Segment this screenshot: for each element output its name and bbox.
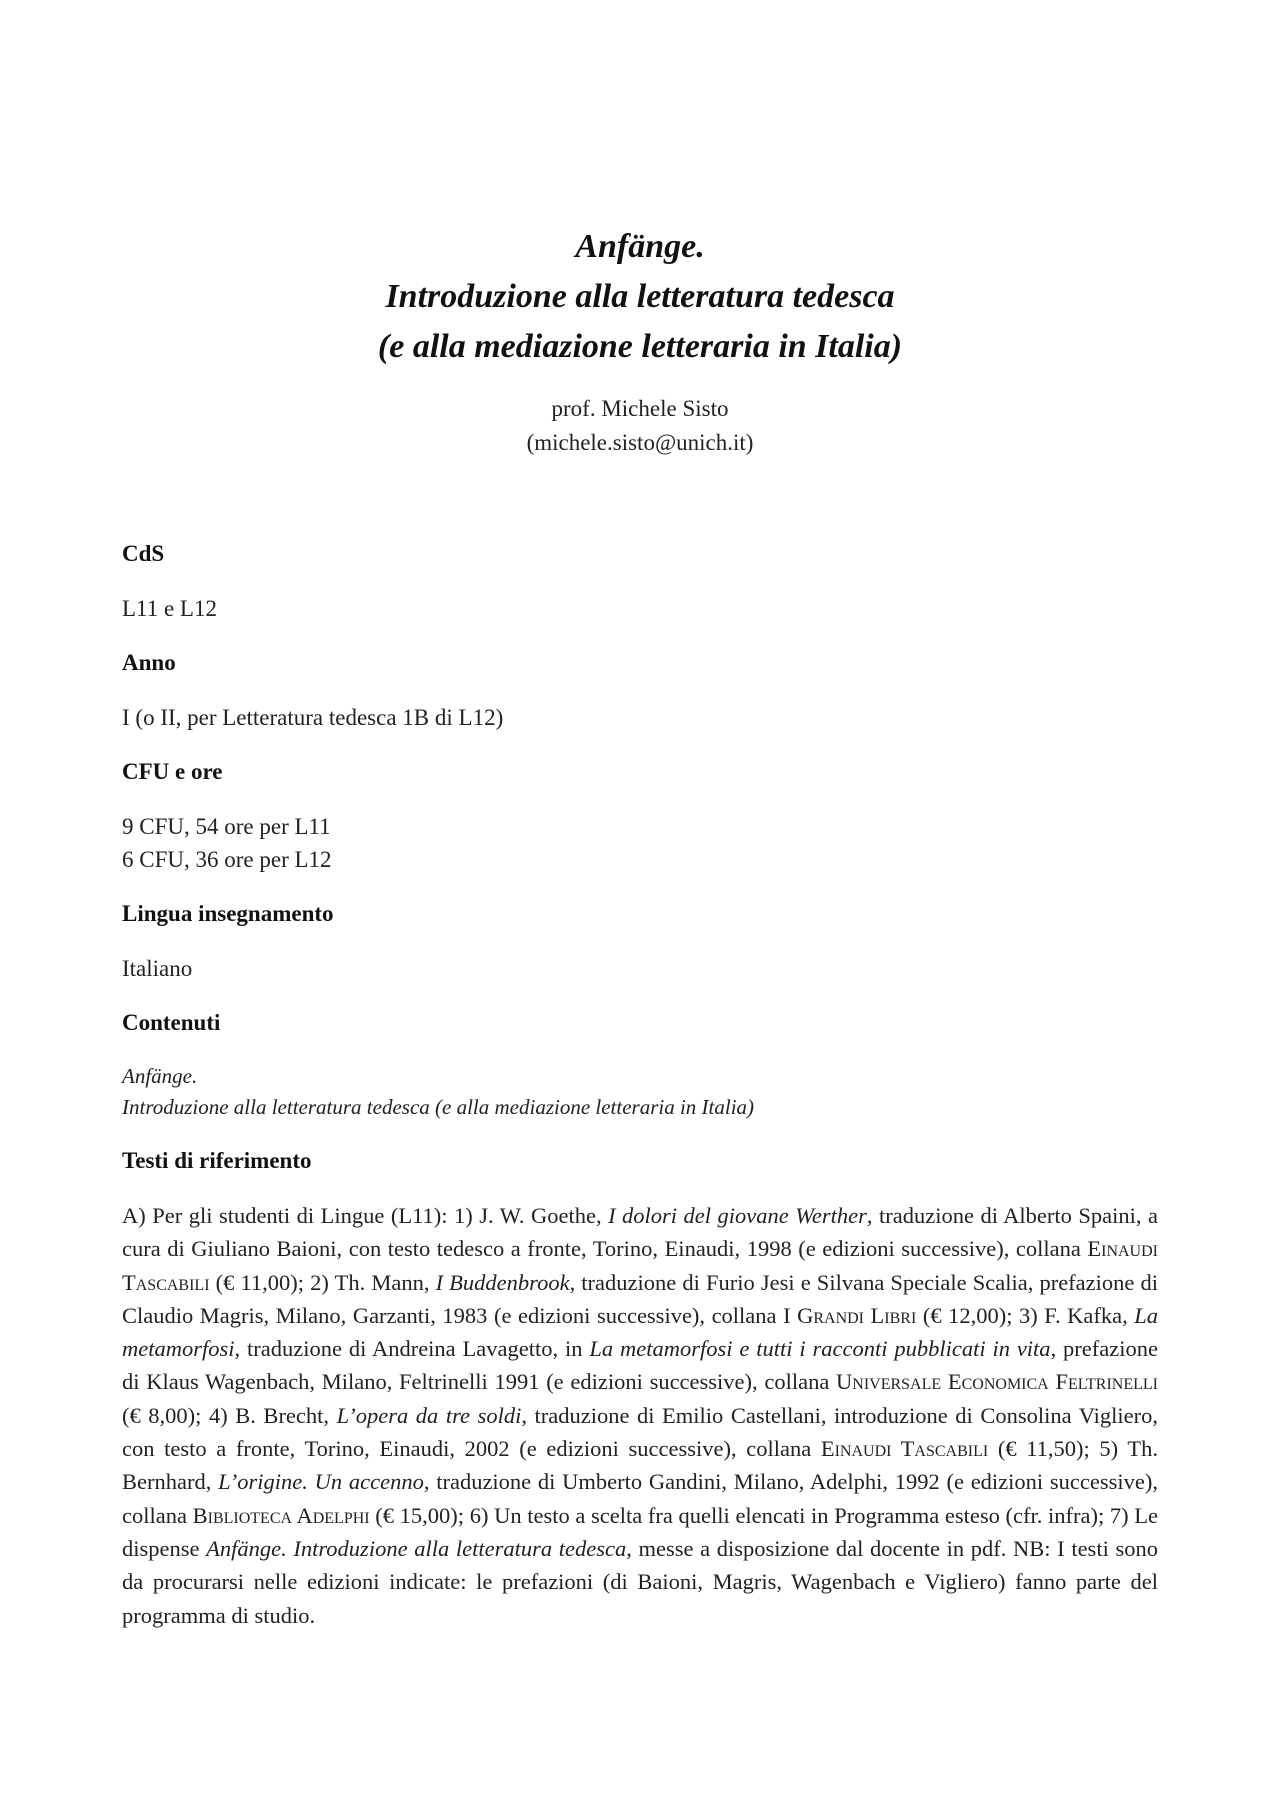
section-contenuti xyxy=(122,1007,1158,1123)
author-block xyxy=(122,392,1158,460)
author-name: prof. Michele Sisto xyxy=(551,396,729,421)
text-run: , messe a disposizione dal docente in pdf. NB: I testi sono da procurarsi nelle edizioni indicate: le prefazioni (di Baioni, Magris, Wagenbach e Vigliero) fanno parte del programma di studio. xyxy=(122,1535,1158,1628)
text-run: , prefazione di Klaus Wagenbach, Milano, Feltrinelli 1991 (e edizioni successive), collana xyxy=(122,1336,1158,1395)
italic-title-run: I Buddenbrook xyxy=(435,1269,570,1295)
text-run: , traduzione di Andreina Lavagetto, in xyxy=(234,1336,590,1362)
text-run: , traduzione di Umberto Gandini, Milano, Adelphi, 1992 (e edizioni successive), collana xyxy=(122,1469,1159,1528)
text-run: , traduzione di Furio Jesi e Silvana Speciale Scalia, prefazione di Claudio Magris, Milano, Garzanti, 1983 (e edizioni successive), collana xyxy=(122,1269,1158,1328)
section-anno xyxy=(122,647,1158,734)
document-body xyxy=(122,538,1158,1632)
section-value: Italiano xyxy=(122,956,193,981)
title-line-2: Introduzione alla letteratura tedesca xyxy=(385,278,895,315)
text-run: (€ 11,50); 5) Th. Bernhard, xyxy=(122,1436,1159,1495)
section-heading: Contenuti xyxy=(122,1010,221,1035)
testi-paragraph xyxy=(122,1199,1158,1632)
section-value xyxy=(122,1061,1158,1123)
contenuti-line-1: Anfänge. xyxy=(122,1064,198,1088)
series-name-run: I Grandi Libri xyxy=(783,1302,917,1328)
series-name-run: Biblioteca Adelphi xyxy=(192,1502,370,1528)
section-lingua xyxy=(122,898,1158,985)
italic-title-run: L’origine. Un accenno xyxy=(218,1469,424,1495)
italic-title-run: I dolori del giovane Werther xyxy=(608,1203,867,1228)
text-run: (€ 11,00); 2) Th. Mann, xyxy=(209,1269,436,1295)
series-name-run: Universale Economica Feltrinelli xyxy=(836,1369,1159,1395)
text-run: (€ 8,00); 4) B. Brecht, xyxy=(122,1402,337,1428)
section-value: I (o II, per Letteratura tedesca 1B di L12) xyxy=(122,705,504,730)
text-run: , traduzione di Alberto Spaini, a cura di Giuliano Baioni, con testo tedesco a fronte, Torino, Einaudi, 1998 (e edizioni successive), collana xyxy=(122,1203,1158,1262)
section-heading: Anno xyxy=(122,650,176,675)
section-heading: Testi di riferimento xyxy=(122,1148,312,1173)
title-line-3: (e alla mediazione letteraria in Italia) xyxy=(377,328,903,365)
cfu-line-l11: 9 CFU, 54 ore per L11 xyxy=(122,814,331,839)
section-heading: Lingua insegnamento xyxy=(122,901,334,926)
contenuti-line-2: Introduzione alla letteratura tedesca (e alla mediazione letteraria in Italia) xyxy=(122,1095,755,1119)
text-run: , traduzione di Emilio Castellani, introduzione di Consolina Vigliero, con testo a fronte, Torino, Einaudi, 2002 (e edizioni successive), collana xyxy=(122,1402,1158,1462)
italic-title-run: Anfänge. Introduzione alla letteratura tedesca xyxy=(206,1535,627,1561)
section-heading: CFU e ore xyxy=(122,759,223,784)
document-title xyxy=(122,222,1158,372)
italic-title-run: L’opera da tre soldi xyxy=(336,1402,522,1428)
section-cds xyxy=(122,538,1158,625)
section-value xyxy=(122,810,1158,876)
section-heading: CdS xyxy=(122,541,165,566)
title-line-1: Anfänge. xyxy=(575,228,705,265)
italic-title-run: La metamorfosi e tutti i racconti pubblicati in vita xyxy=(589,1336,1051,1362)
series-name-run: Einaudi Tascabili xyxy=(122,1236,1158,1295)
section-value: L11 e L12 xyxy=(122,596,217,621)
author-email: (michele.sisto@unich.it) xyxy=(526,430,754,455)
italic-title-run: La metamorfosi xyxy=(122,1302,1159,1362)
section-testi xyxy=(122,1145,1158,1632)
section-cfu xyxy=(122,756,1158,876)
text-run: (€ 15,00); 6) Un testo a scelta fra quelli elencati in Programma esteso (cfr. infra); 7) Le dispense xyxy=(122,1502,1158,1561)
cfu-line-l12: 6 CFU, 36 ore per L12 xyxy=(122,847,332,872)
text-run: (€ 12,00); 3) F. Kafka, xyxy=(916,1302,1135,1328)
series-name-run: Einaudi Tascabili xyxy=(820,1436,989,1462)
text-run: A) Per gli studenti di Lingue (L11): 1) J. W. Goethe, xyxy=(122,1203,609,1228)
